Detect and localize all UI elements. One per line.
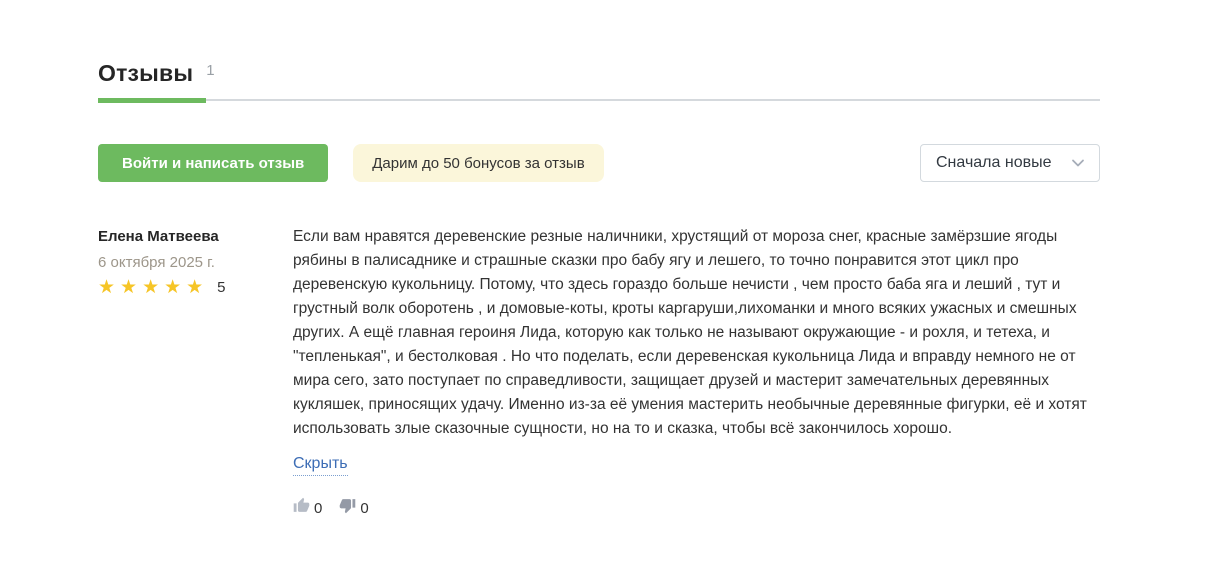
sort-dropdown-value: Сначала новые [936,154,1052,171]
review-body [293,228,1100,519]
tab-underline-active [98,98,206,103]
tab-underline-track [98,99,1100,101]
dislike-count: 0 [360,499,369,517]
hide-review-link[interactable]: Скрыть [293,455,348,476]
chevron-down-icon [1070,155,1086,171]
reviews-count-badge: 1 [206,62,215,79]
thumb-down-icon [339,497,356,519]
review-votes [293,497,1100,519]
reviews-header [98,60,1100,87]
review-text: Если вам нравятся деревенские резные наличники, хрустящий от мороза снег, красные замёрзшие ягоды рябины в палисаднике и страшные сказки про бабу ягу и лешего, то точно понравится этот цикл про деревенскую кукольницу. Потому, что здесь гораздо больше нечисти , чем просто баба яга и леший , тут и грустный волк оборотень , и домовые-коты, кроты каргаруши,лихоманки и много всяких ужасных и смешных других. А ещё главная героиня Лида, которую как только не называют окружающие - и рохля, и тетеха, и "тепленькая", и бестолковая . Но что поделать, если деревенская кукольница Лида и вправду немного не от мира сего, зато поступает по справедливости, защищает друзей и мастерит замечательных деревянных кукляшек, приносящих удачу. Именно из-за её умения мастерить необычные деревянные фигурки, её и хотят использовать злые сказочные сущности, но на то и сказка, чтобы всё закончилось хорошо. [293,228,1087,437]
reviews-toolbar [98,144,1100,182]
rating-row [98,278,293,297]
review-meta [98,228,293,297]
bonus-badge: Дарим до 50 бонусов за отзыв [353,144,603,182]
thumb-up-icon [293,497,310,519]
tab-underline [98,98,1100,103]
dislike-button[interactable] [339,497,368,519]
review-author: Елена Матвеева [98,228,219,245]
page-title: Отзывы [98,60,194,86]
review-date: 6 октября 2025 г. [98,254,215,271]
star-rating-icons: ★★★★★ [98,277,209,298]
write-review-button[interactable]: Войти и написать отзыв [98,144,328,182]
reviews-section [98,60,1100,519]
like-count: 0 [314,499,323,517]
sort-dropdown[interactable] [920,144,1100,182]
review-item [98,228,1100,519]
rating-value: 5 [217,279,226,296]
like-button[interactable] [293,497,322,519]
